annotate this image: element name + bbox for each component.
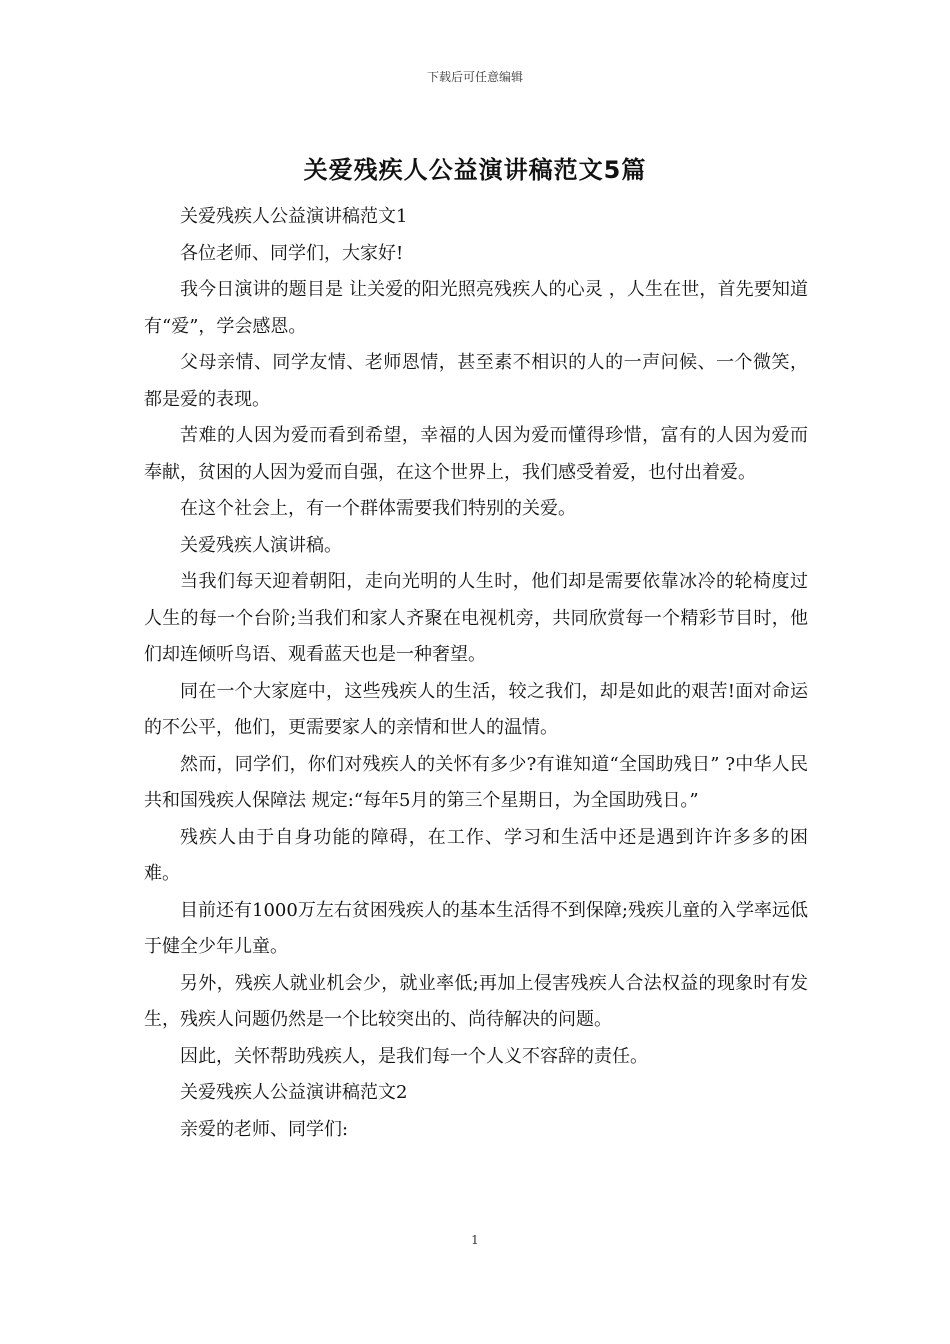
paragraph: 关爱残疾人公益演讲稿范文1 bbox=[180, 206, 408, 227]
paragraph: 苦难的人因为爱而看到希望，幸福的人因为爱而懂得珍惜，富有的人因为爱而奉献，贫困的人因为爱而自强，在这个世界上，我们感受着爱，也付出着爱。 bbox=[144, 425, 808, 483]
paragraph: 另外，残疾人就业机会少，就业率低;再加上侵害残疾人合法权益的现象时有发生，残疾人问题仍然是一个比较突出的、尚待解决的问题。 bbox=[144, 972, 808, 1030]
paragraph: 然而，同学们，你们对残疾人的关怀有多少?有谁知道“全国助残日” ?中华人民共和国残疾人保障法 规定:“每年5月的第三个星期日，为全国助残日。” bbox=[144, 753, 808, 811]
paragraph: 亲爱的老师、同学们: bbox=[180, 1118, 349, 1140]
paragraph: 因此，关怀帮助残疾人，是我们每一个人义不容辞的责任。 bbox=[180, 1045, 648, 1067]
paragraph: 关爱残疾人公益演讲稿范文2 bbox=[180, 1082, 408, 1103]
paragraph: 各位老师、同学们，大家好! bbox=[180, 242, 404, 264]
paragraph: 我今日演讲的题目是 让关爱的阳光照亮残疾人的心灵 ，人生在世，首先要知道有“爱”，学会感恩。 bbox=[144, 279, 808, 337]
page-number: 1 bbox=[471, 1233, 479, 1247]
paragraph: 同在一个大家庭中，这些残疾人的生活，较之我们，却是如此的艰苦!面对命运的不公平，他们，更需要家人的亲情和世人的温情。 bbox=[144, 680, 808, 738]
paragraph: 父母亲情、同学友情、老师恩情，甚至素不相识的人的一声问候、一个微笑，都是爱的表现。 bbox=[144, 352, 808, 410]
paragraph: 当我们每天迎着朝阳，走向光明的人生时，他们却是需要依靠冰冷的轮椅度过人生的每一个台阶;当我们和家人齐聚在电视机旁，共同欣赏每一个精彩节目时，他们却连倾听鸟语、观看蓝天也是一种奢望。 bbox=[144, 571, 808, 665]
document-body bbox=[144, 199, 808, 1148]
paragraph: 在这个社会上，有一个群体需要我们特别的关爱。 bbox=[180, 498, 576, 519]
paragraph: 关爱残疾人演讲稿。 bbox=[180, 534, 342, 556]
paragraph: 残疾人由于自身功能的障碍，在工作、学习和生活中还是遇到许许多多的困难。 bbox=[144, 826, 808, 884]
paragraph: 目前还有1000万左右贫困残疾人的基本生活得不到保障;残疾儿童的入学率远低于健全少年儿童。 bbox=[144, 899, 808, 957]
document-title: 关爱残疾人公益演讲稿范文5篇 bbox=[303, 156, 647, 184]
page-header-note: 下载后可任意编辑 bbox=[426, 70, 523, 84]
